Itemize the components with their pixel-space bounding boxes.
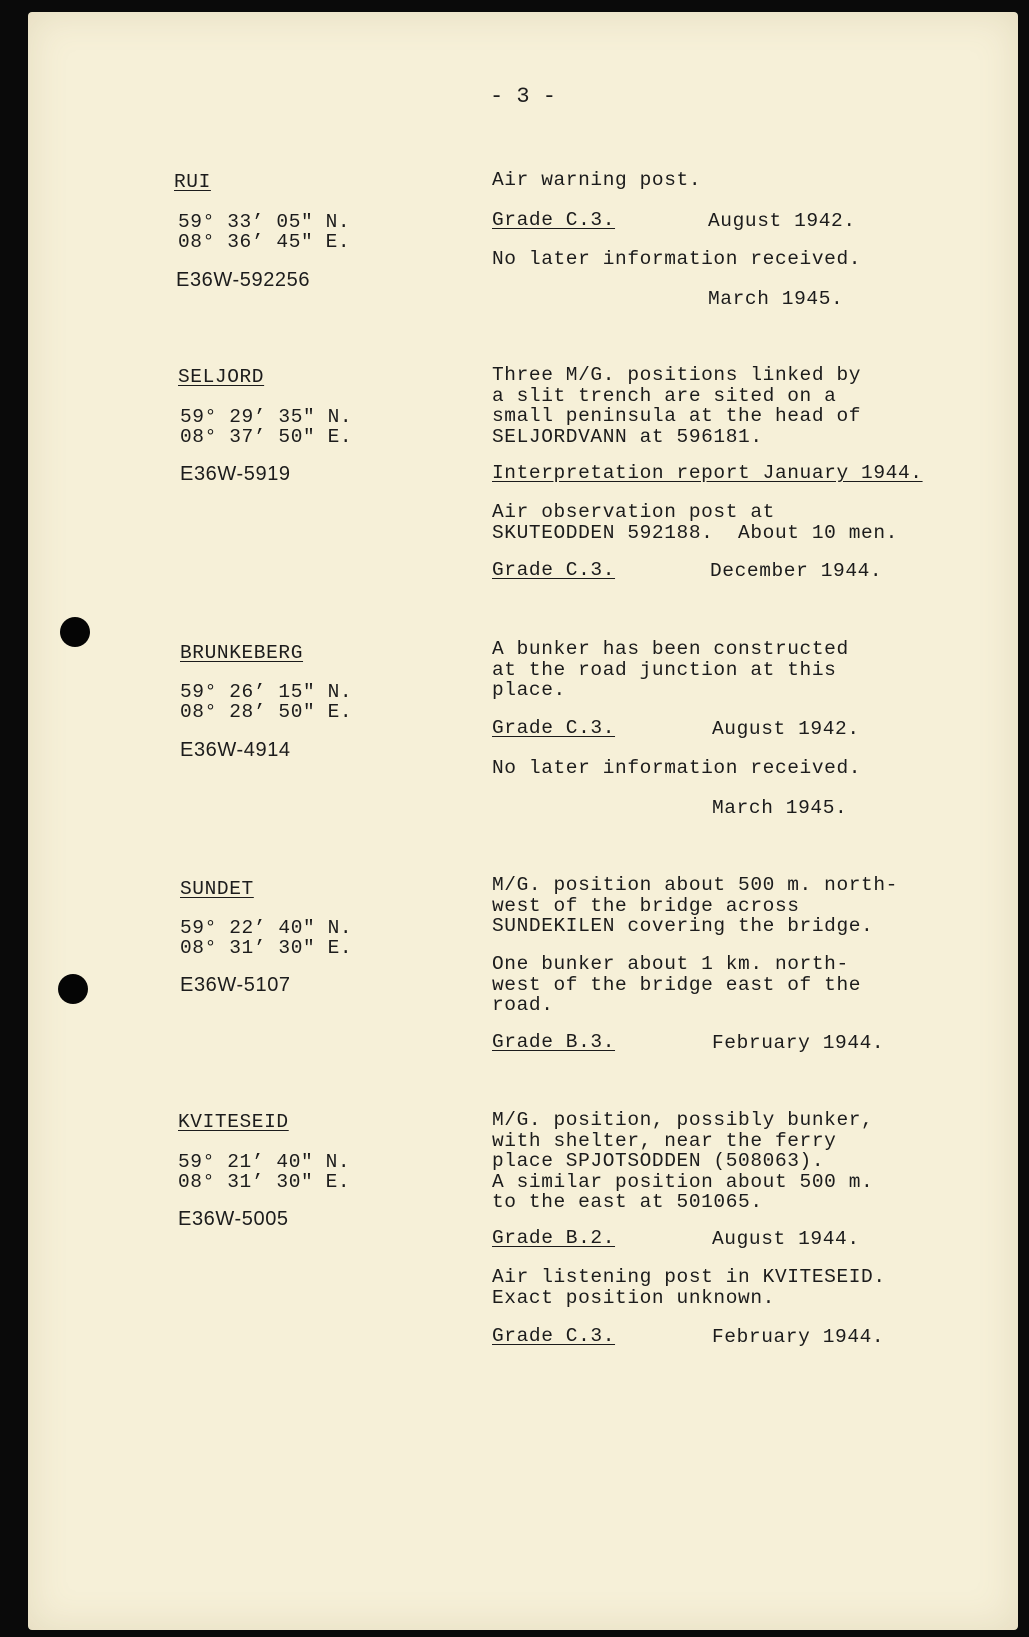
place-name: BRUNKEBERG bbox=[180, 642, 304, 664]
latitude: 59° 26’ 15" N. bbox=[180, 681, 353, 703]
grade: Grade C.3. bbox=[492, 209, 616, 231]
grid-reference: E36W-592256 bbox=[176, 269, 311, 291]
document-page bbox=[28, 12, 1018, 1630]
grade: Grade B.3. bbox=[492, 1031, 616, 1053]
latitude: 59° 21’ 40" N. bbox=[178, 1151, 351, 1173]
place-name: KVITESEID bbox=[178, 1111, 289, 1133]
longitude: 08° 37’ 50" E. bbox=[180, 426, 353, 448]
grade: Grade C.3. bbox=[492, 717, 616, 739]
report-text: No later information received. bbox=[492, 757, 862, 779]
report-text: M/G. position about 500 m. north- west of the bridge across SUNDEKILEN covering the bridge. bbox=[492, 874, 898, 937]
grid-reference: E36W-5919 bbox=[180, 463, 291, 485]
report-text: A bunker has been constructed at the road junction at this place. bbox=[492, 638, 849, 701]
report-text: M/G. position, possibly bunker, with shelter, near the ferry place SPJOTSODDEN (508063). A similar position about 500 m. to the east at 501065. bbox=[492, 1109, 874, 1213]
report-date: December 1944. bbox=[710, 560, 883, 582]
longitude: 08° 31’ 30" E. bbox=[178, 1171, 351, 1193]
grade: Grade C.3. bbox=[492, 1325, 616, 1347]
latitude: 59° 29’ 35" N. bbox=[180, 406, 353, 428]
report-text: No later information received. bbox=[492, 248, 862, 270]
punch-hole bbox=[58, 974, 88, 1004]
latitude: 59° 22’ 40" N. bbox=[180, 917, 353, 939]
page-number: - 3 - bbox=[489, 84, 556, 109]
report-text: Air warning post. bbox=[492, 169, 702, 191]
report-date: August 1942. bbox=[708, 210, 856, 232]
punch-hole bbox=[60, 617, 90, 647]
longitude: 08° 31’ 30" E. bbox=[180, 937, 353, 959]
report-text: One bunker about 1 km. north- west of the bridge east of the road. bbox=[492, 953, 862, 1016]
place-name: RUI bbox=[174, 171, 211, 193]
report-date: February 1944. bbox=[712, 1032, 885, 1054]
place-name: SUNDET bbox=[180, 878, 254, 900]
grade: Grade C.3. bbox=[492, 559, 616, 581]
report-text: Air observation post at SKUTEODDEN 592188. About 10 men. bbox=[492, 501, 898, 544]
report-source: Interpretation report January 1944. bbox=[492, 462, 923, 484]
longitude: 08° 36’ 45" E. bbox=[178, 231, 351, 253]
report-date: February 1944. bbox=[712, 1326, 885, 1348]
report-date: March 1945. bbox=[708, 288, 844, 310]
place-name: SELJORD bbox=[178, 366, 265, 388]
report-text: Three M/G. positions linked by a slit trench are sited on a small peninsula at the head of SELJORDVANN at 596181. bbox=[492, 364, 862, 448]
grade: Grade B.2. bbox=[492, 1227, 616, 1249]
grid-reference: E36W-5107 bbox=[180, 974, 291, 996]
grid-reference: E36W-4914 bbox=[180, 739, 291, 761]
report-date: March 1945. bbox=[712, 797, 848, 819]
report-date: August 1944. bbox=[712, 1228, 860, 1250]
latitude: 59° 33’ 05" N. bbox=[178, 211, 351, 233]
longitude: 08° 28’ 50" E. bbox=[180, 701, 353, 723]
grid-reference: E36W-5005 bbox=[178, 1208, 289, 1230]
report-date: August 1942. bbox=[712, 718, 860, 740]
report-text: Air listening post in KVITESEID. Exact position unknown. bbox=[492, 1266, 886, 1309]
